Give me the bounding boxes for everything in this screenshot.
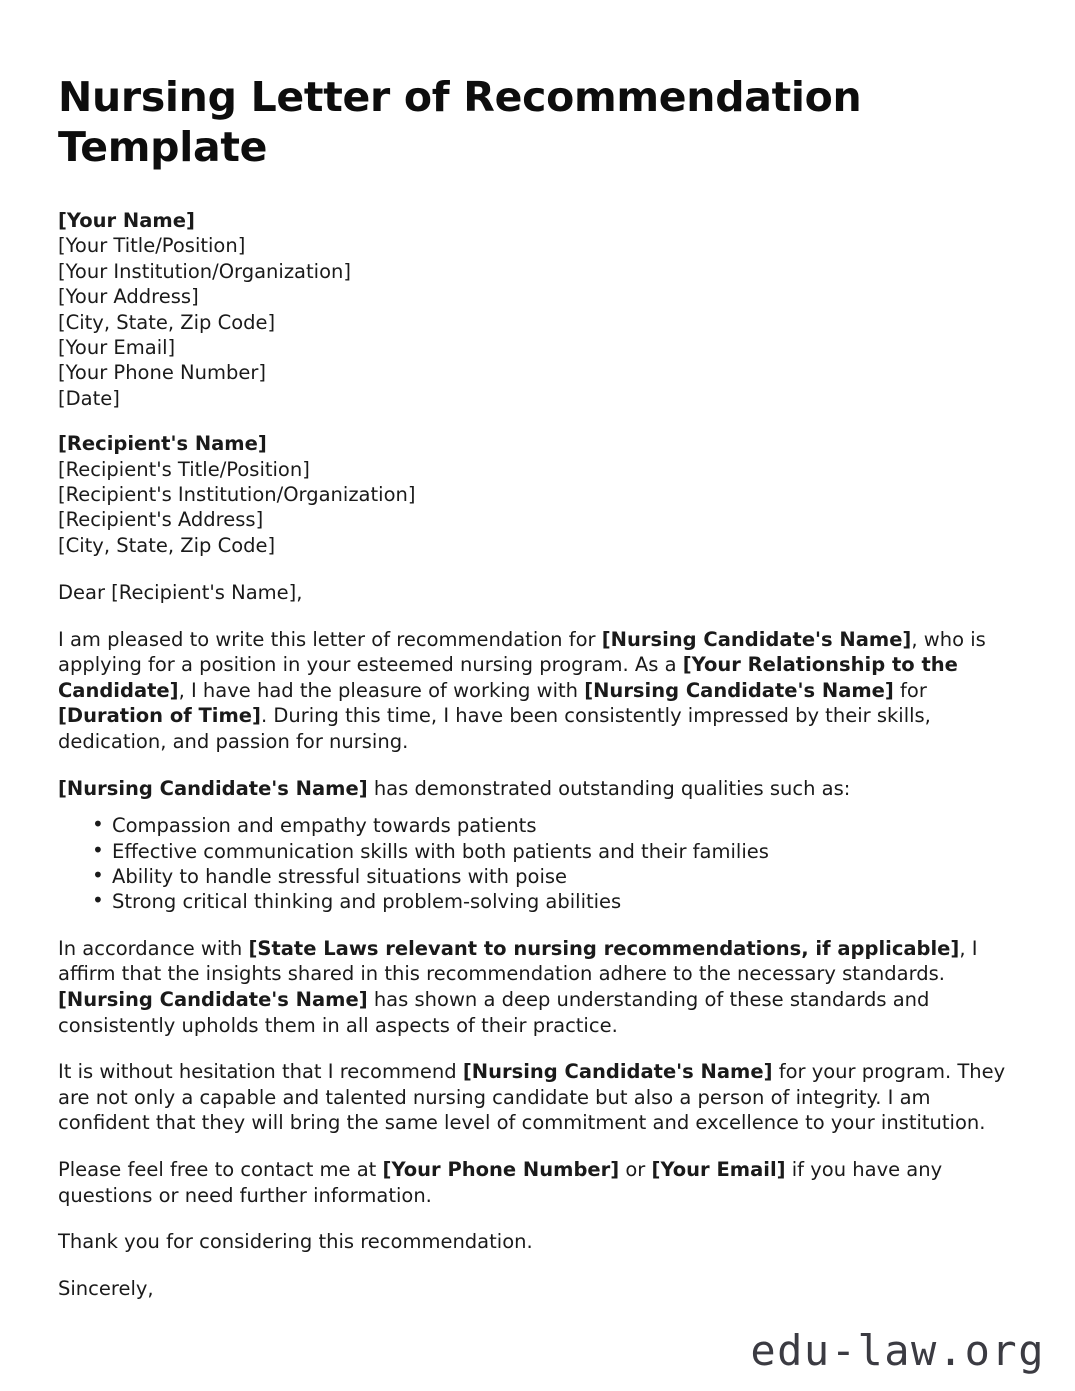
paragraph-compliance xyxy=(58,936,1015,1038)
list-item: • Compassion and empathy towards patients xyxy=(58,813,1015,838)
sender-address: [Your Address] xyxy=(58,285,199,309)
qualities-list xyxy=(58,813,1015,915)
para4-text-1: Please feel free to contact me at xyxy=(58,1158,383,1182)
sender-title: [Your Title/Position] xyxy=(58,234,246,258)
paragraph-contact xyxy=(58,1157,1015,1208)
para4-text-3: if you have any questions or need further information. xyxy=(58,1158,943,1207)
recipient-address-block xyxy=(58,431,1015,558)
para1-text-5: . During this time, I have been consistently impressed by their skills, dedication, and passion for nursing. xyxy=(58,704,931,754)
para1-text-3: , I have had the pleasure of working with xyxy=(178,678,585,702)
list-item: • Ability to handle stressful situations with poise xyxy=(58,864,1015,889)
para3-placeholder-candidate-name: [Nursing Candidate's Name] xyxy=(462,1060,773,1084)
qualities-lead-in xyxy=(58,776,1015,802)
sender-institution: [Your Institution/Organization] xyxy=(58,259,351,283)
para4-placeholder-phone: [Your Phone Number] xyxy=(382,1158,620,1182)
paragraph-introduction xyxy=(58,627,1015,755)
page-title: Nursing Letter of Recommendation Template xyxy=(58,73,862,171)
para2-text-1: In accordance with xyxy=(58,936,249,960)
recipient-name: [Recipient's Name] xyxy=(58,432,267,456)
recipient-address: [Recipient's Address] xyxy=(58,508,264,532)
para4-placeholder-email: [Your Email] xyxy=(651,1158,786,1182)
paragraph-endorsement xyxy=(58,1059,1015,1136)
para2-text-3: has shown a deep understanding of these standards and consistently upholds them in all aspects of their practice. xyxy=(58,988,930,1037)
sender-email: [Your Email] xyxy=(58,336,176,360)
para2-placeholder-candidate-name: [Nursing Candidate's Name] xyxy=(58,988,368,1012)
para1-placeholder-relationship: [Your Relationship to the Candidate] xyxy=(58,653,958,702)
lead-in-text: has demonstrated outstanding qualities such as: xyxy=(367,776,851,800)
list-item: • Strong critical thinking and problem-solving abilities xyxy=(58,889,1015,914)
para2-placeholder-state-laws: [State Laws relevant to nursing recommendations, if applicable] xyxy=(248,936,960,960)
site-watermark: edu-law.org xyxy=(750,1326,1045,1375)
sender-name: [Your Name] xyxy=(58,209,195,232)
sender-date: [Date] xyxy=(58,386,120,410)
para1-placeholder-candidate-name-2: [Nursing Candidate's Name] xyxy=(584,678,894,702)
list-item: • Effective communication skills with both patients and their families xyxy=(58,839,1015,864)
para2-text-2: , I affirm that the insights shared in this recommendation adhere to the necessary standards. xyxy=(58,936,978,986)
recipient-title: [Recipient's Title/Position] xyxy=(58,457,310,481)
recipient-city-state-zip: [City, State, Zip Code] xyxy=(58,533,276,557)
para3-text-2: for your program. They are not only a capable and talented nursing candidate but also a person of integrity. I am confident that they will bring the same level of commitment and excellence to your institution. xyxy=(58,1060,1006,1135)
salutation: Dear [Recipient's Name], xyxy=(58,581,303,605)
para1-placeholder-duration: [Duration of Time] xyxy=(58,704,261,728)
thank-you-line: Thank you for considering this recommendation. xyxy=(58,1230,533,1254)
para4-text-2: or xyxy=(619,1158,652,1182)
para1-text-4: for xyxy=(893,678,927,702)
lead-in-placeholder-candidate-name: [Nursing Candidate's Name] xyxy=(58,776,368,800)
sender-address-block xyxy=(58,208,1015,411)
sender-phone: [Your Phone Number] xyxy=(58,361,266,385)
para3-text-1: It is without hesitation that I recommend xyxy=(58,1060,463,1084)
sign-off: Sincerely, xyxy=(58,1276,154,1300)
recipient-institution: [Recipient's Institution/Organization] xyxy=(58,483,416,507)
para1-text-1: I am pleased to write this letter of recommendation for xyxy=(58,627,602,651)
para1-text-2: , who is applying for a position in your esteemed nursing program. As a xyxy=(58,627,986,677)
para1-placeholder-candidate-name-1: [Nursing Candidate's Name] xyxy=(601,627,912,651)
sender-city-state-zip: [City, State, Zip Code] xyxy=(58,310,276,334)
